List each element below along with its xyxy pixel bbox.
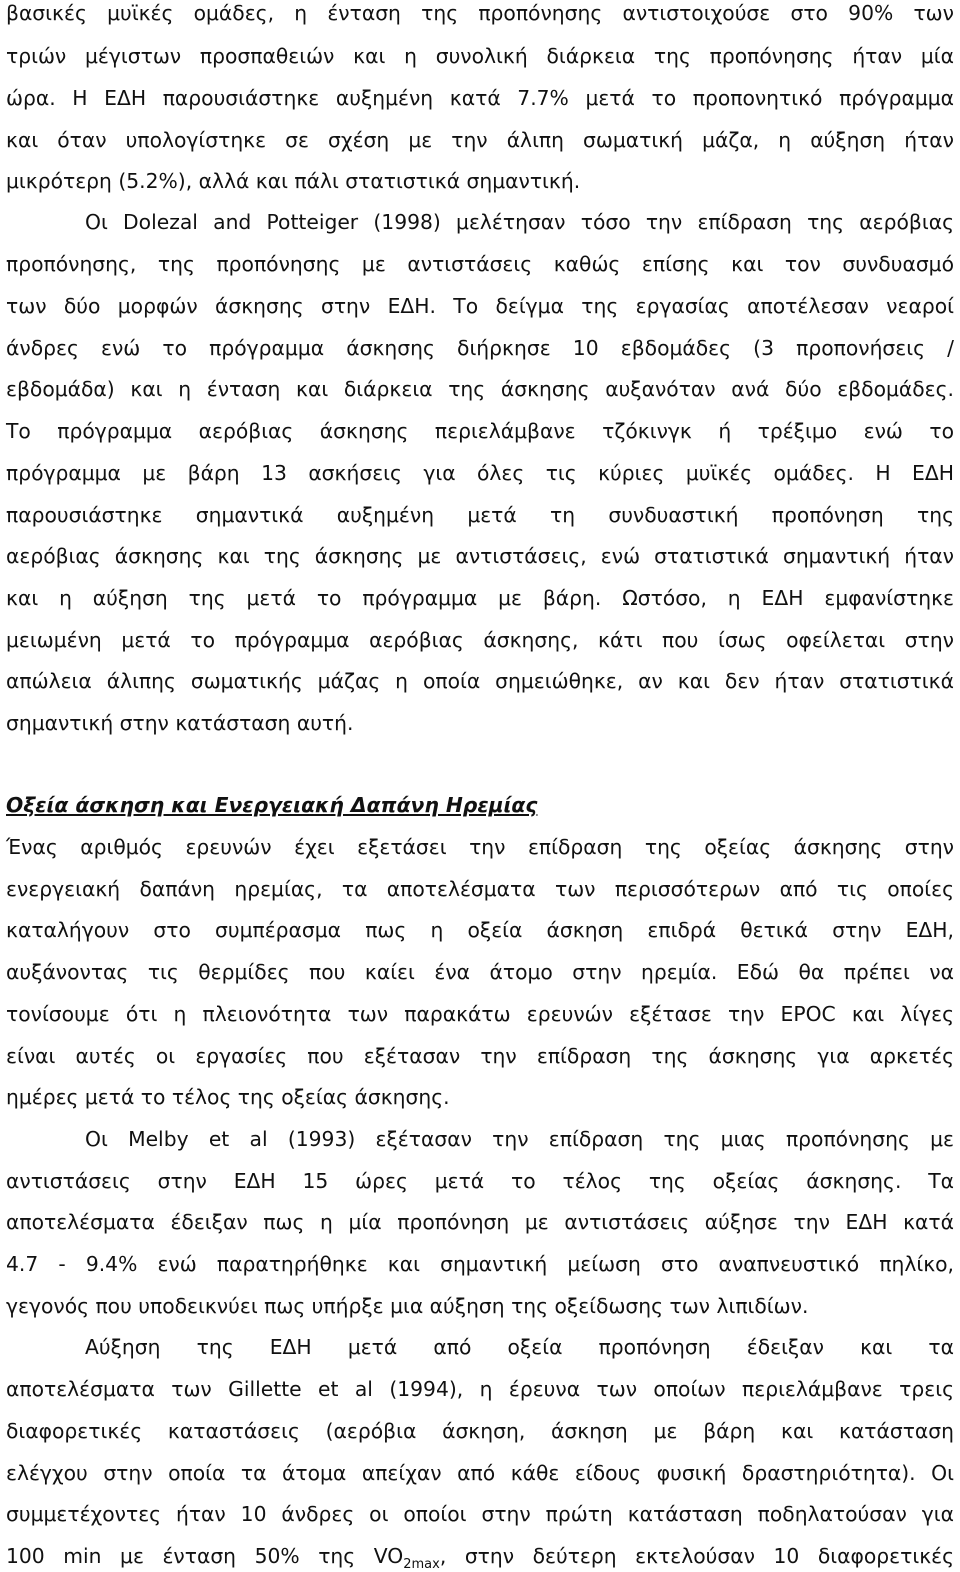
text-line: ώρα. Η ΕΔΗ παρουσιάστηκε αυξημένη κατά 7.7% μετά το προπονητικό πρόγραμμα	[6, 86, 954, 110]
text-line: ημέρες μετά το τέλος της οξείας άσκησης.	[6, 1085, 450, 1109]
text-line: εβδομάδα) και η ένταση και διάρκεια της άσκησης αυξανόταν ανά δύο εβδομάδες.	[6, 377, 954, 401]
text-line: απώλεια άλιπης σωματικής μάζας η οποία σημειώθηκε, αν και δεν ήταν στατιστικά	[6, 669, 954, 693]
text-line: Οι Melby et al (1993) εξέτασαν την επίδραση της μιας προπόνησης με	[85, 1127, 954, 1151]
text-line: άνδρες ενώ το πρόγραμμα άσκησης διήρκησε 10 εβδομάδες (3 προπονήσεις /	[6, 336, 954, 360]
text-line: παρουσιάστηκε σημαντικά αυξημένη μετά τη συνδυαστική προπόνηση της	[6, 503, 954, 527]
text-line: μικρότερη (5.2%), αλλά και πάλι στατιστικά σημαντική.	[6, 169, 581, 193]
section-heading: Οξεία άσκηση και Ενεργειακή Δαπάνη Ηρεμίας	[6, 793, 538, 817]
text-fragment: , στην δεύτερη εκτελούσαν 10 διαφορετικές	[439, 1544, 955, 1568]
text-line: Το πρόγραμμα αερόβιας άσκησης περιελάμβανε τζόκινγκ ή τρέξιμο ενώ το	[6, 419, 954, 443]
text-line: και όταν υπολογίστηκε σε σχέση με την άλιπη σωματική μάζα, η αύξηση ήταν	[6, 128, 954, 152]
text-line: αντιστάσεις στην ΕΔΗ 15 ώρες μετά το τέλος της οξείας άσκησης. Τα	[6, 1169, 954, 1193]
text-line: διαφορετικές καταστάσεις (αερόβια άσκηση, άσκηση με βάρη και κατάσταση	[6, 1419, 954, 1443]
text-line: βασικές μυϊκές ομάδες, η ένταση της προπόνησης αντιστοιχούσε στο 90% των	[6, 1, 954, 25]
text-fragment: 100 min με ένταση 50% της VO	[6, 1544, 404, 1568]
text-line: αυξάνοντας τις θερμίδες που καίει ένα άτομο στην ηρεμία. Εδώ θα πρέπει να	[6, 960, 954, 984]
text-line: 4.7 - 9.4% ενώ παρατηρήθηκε και σημαντική μείωση στο αναπνευστικό πηλίκο,	[6, 1252, 954, 1276]
text-line: συμμετέχοντες ήταν 10 άνδρες οι οποίοι στην πρώτη κατάσταση ποδηλατούσαν για	[6, 1502, 954, 1526]
subscript: 2max	[403, 1557, 440, 1572]
text-line: καταλήγουν στο συμπέρασμα πως η οξεία άσκηση επιδρά θετικά στην ΕΔΗ,	[6, 918, 954, 942]
text-line: τριών μέγιστων προσπαθειών και η συνολική διάρκεια της προπόνησης ήταν μία	[6, 44, 954, 68]
text-line: μειωμένη μετά το πρόγραμμα αερόβιας άσκησης, κάτι που ίσως οφείλεται στην	[6, 628, 954, 652]
text-line: Αύξηση της ΕΔΗ μετά από οξεία προπόνηση έδειξαν και τα	[85, 1335, 954, 1359]
text-line: των δύο μορφών άσκησης στην ΕΔΗ. Το δείγμα της εργασίας αποτέλεσαν νεαροί	[6, 294, 954, 318]
text-line: αερόβιας άσκησης και της άσκησης με αντιστάσεις, ενώ στατιστικά σημαντική ήταν	[6, 544, 954, 568]
text-line: προπόνησης, της προπόνησης με αντιστάσεις καθώς επίσης και τον συνδυασμό	[6, 252, 954, 276]
text-line: τονίσουμε ότι η πλειονότητα των παρακάτω ερευνών εξέτασε την EPOC και λίγες	[6, 1002, 954, 1026]
text-line: ενεργειακή δαπάνη ηρεμίας, τα αποτελέσματα των περισσότερων από τις οποίες	[6, 877, 954, 901]
text-line: αποτελέσματα έδειξαν πως η μία προπόνηση με αντιστάσεις αύξησε την ΕΔΗ κατά	[6, 1210, 954, 1234]
text-line: και η αύξηση της μετά το πρόγραμμα με βάρη. Ωστόσο, η ΕΔΗ εμφανίστηκε	[6, 586, 954, 610]
text-line: Ένας αριθμός ερευνών έχει εξετάσει την επίδραση της οξείας άσκησης στην	[6, 835, 954, 859]
text-line: σημαντική στην κατάσταση αυτή.	[6, 711, 354, 735]
text-line: Οι Dolezal and Potteiger (1998) μελέτησαν τόσο την επίδραση της αερόβιας	[85, 210, 954, 234]
text-line: ελέγχου στην οποία τα άτομα απείχαν από κάθε είδους φυσική δραστηριότητα). Οι	[6, 1461, 954, 1485]
text-line: είναι αυτές οι εργασίες που εξέτασαν την επίδραση της άσκησης για αρκετές	[6, 1044, 954, 1068]
text-line: γεγονός που υποδεικνύει πως υπήρξε μια αύξηση της οξείδωσης των λιπιδίων.	[6, 1294, 809, 1318]
text-line: αποτελέσματα των Gillette et al (1994), η έρευνα των οποίων περιελάμβανε τρεις	[6, 1377, 954, 1401]
text-line	[6, 1541, 954, 1571]
text-line: πρόγραμμα με βάρη 13 ασκήσεις για όλες τις κύριες μυϊκές ομάδες. Η ΕΔΗ	[6, 461, 954, 485]
